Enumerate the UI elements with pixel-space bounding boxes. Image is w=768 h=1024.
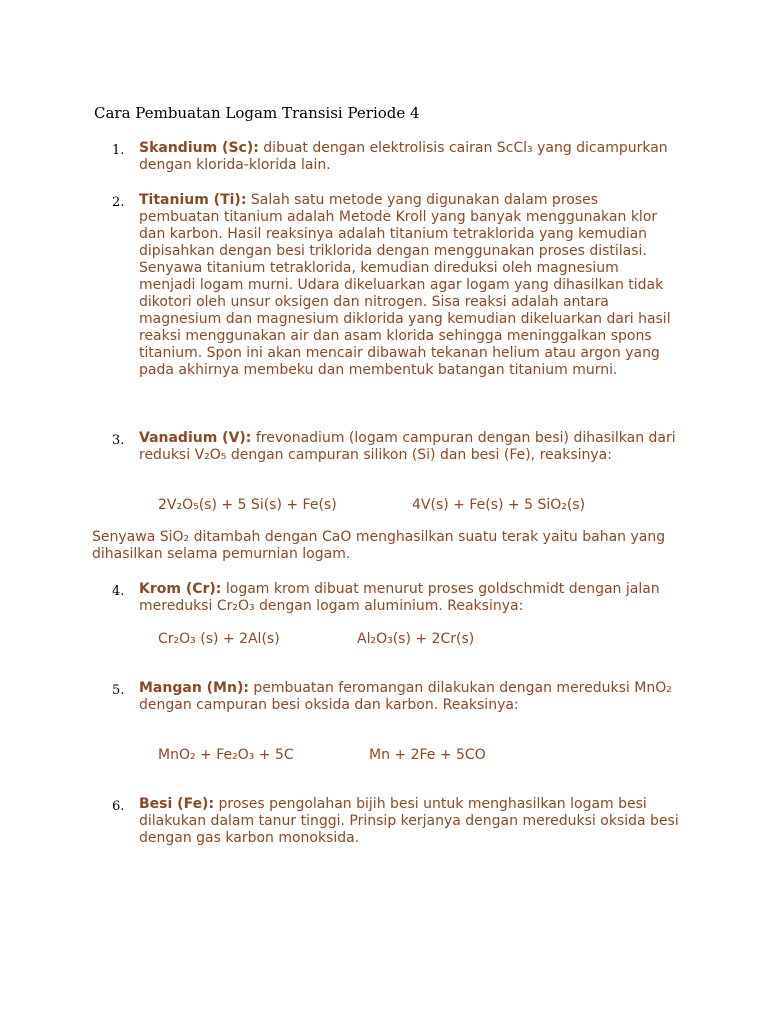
equation-products: Al₂O₃(s) + 2Cr(s) (357, 631, 475, 647)
list-item-heading: Mangan (Mn): (139, 680, 249, 696)
list-item-heading: Besi (Fe): (139, 796, 215, 812)
list-item-text: pembuatan feromangan dilakukan dengan mereduksi MnO₂ dengan campuran besi oksida dan karbon. Reaksinya: (139, 680, 672, 713)
list-item-text: Salah satu metode yang digunakan dalam proses pembuatan titanium adalah Metode Kroll yang banyak menggunakan klor dan karbon. Hasil reaksinya adalah titanium tetraklorida yang kemudian dipisahkan dengan besi triklorida dengan menggunakan proses distilasi. Senyawa titanium tetraklorida, kemudian direduksi oleh magnesium menjadi logam murni. Udara dikeluarkan agar logam yang dihasilkan tidak dikotori oleh unsur oksigen dan nitrogen. Sisa reaksi adalah antara magnesium dan magnesium diklorida yang kemudian dikeluarkan dari hasil reaksi menggunakan air dan asam klorida sehingga meninggalkan spons titanium. Spon ini akan mencair dibawah tekanan helium atau argon yang pada akhirnya membeku dan membentuk batangan titanium murni. (139, 192, 671, 378)
list-item-number: 4. (112, 584, 125, 599)
equation-products: 4V(s) + Fe(s) + 5 SiO₂(s) (412, 497, 586, 513)
list-item-body (139, 192, 679, 379)
list-item-body (139, 581, 679, 615)
list-item-body (139, 430, 679, 464)
equation-products: Mn + 2Fe + 5CO (369, 747, 486, 763)
list-item-body (139, 140, 679, 174)
document-title: Cara Pembuatan Logam Transisi Periode 4 (94, 104, 420, 122)
list-item-text: dibuat dengan elektrolisis cairan ScCl₃ yang dicampurkan dengan klorida-klorida lain. (139, 140, 668, 173)
equation-reactants: Cr₂O₃ (s) + 2Al(s) (158, 631, 280, 647)
list-item-text: logam krom dibuat menurut proses goldschmidt dengan jalan mereduksi Cr₂O₃ dengan logam aluminium. Reaksinya: (139, 581, 660, 614)
equation-reactants: 2V₂O₅(s) + 5 Si(s) + Fe(s) (158, 497, 337, 513)
equation-reactants: MnO₂ + Fe₂O₃ + 5C (158, 747, 294, 763)
list-item-text: frevonadium (logam campuran dengan besi) dihasilkan dari reduksi V₂O₅ dengan campuran silikon (Si) dan besi (Fe), reaksinya: (139, 430, 676, 463)
body-paragraph: Senyawa SiO₂ ditambah dengan CaO menghasilkan suatu terak yaitu bahan yang dihasilkan selama pemurnian logam. (92, 529, 666, 562)
list-item-number: 6. (112, 799, 125, 814)
list-item-body (139, 680, 679, 714)
list-item-number: 1. (112, 143, 125, 158)
list-item-body (139, 796, 679, 847)
list-item-heading: Titanium (Ti): (139, 192, 247, 208)
list-item-heading: Vanadium (V): (139, 430, 252, 446)
list-item-heading: Krom (Cr): (139, 581, 222, 597)
list-item-text: proses pengolahan bijih besi untuk menghasilkan logam besi dilakukan dalam tanur tinggi. Prinsip kerjanya dengan mereduksi oksida besi dengan gas karbon monoksida. (139, 796, 679, 846)
list-item-heading: Skandium (Sc): (139, 140, 259, 156)
list-item-number: 3. (112, 433, 125, 448)
list-item-number: 2. (112, 195, 125, 210)
list-item-number: 5. (112, 683, 125, 698)
